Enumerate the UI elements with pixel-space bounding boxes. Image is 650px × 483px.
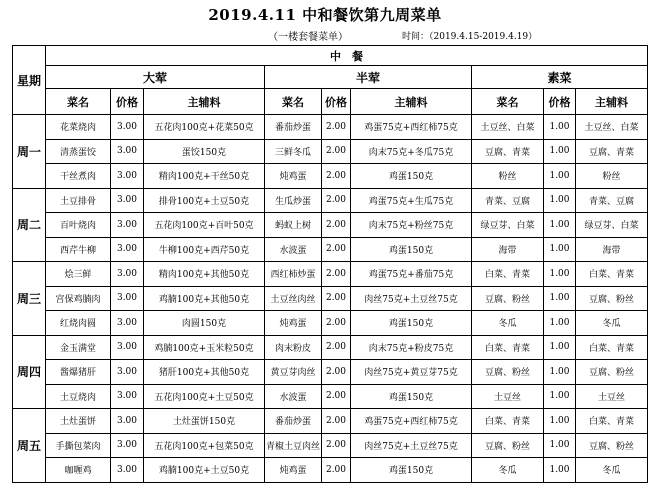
dish-price: 3.00 — [111, 458, 144, 483]
dish-name: 炖鸡蛋 — [265, 311, 322, 336]
dish-ingredients: 鸡腩100克+土豆50克 — [144, 458, 265, 483]
dish-ingredients: 精肉100克+其他50克 — [144, 262, 265, 287]
weekday-label: 周四 — [13, 335, 46, 409]
dish-price: 2.00 — [322, 188, 351, 213]
table-row — [13, 384, 648, 409]
dish-price: 2.00 — [322, 286, 351, 311]
dish-ingredients: 肉末75克+粉丝75克 — [351, 213, 472, 238]
dish-price: 3.00 — [111, 433, 144, 458]
dish-price: 2.00 — [322, 384, 351, 409]
dish-ingredients: 土豆丝、白菜 — [576, 115, 648, 140]
dish-name: 干丝煮肉 — [46, 164, 111, 189]
dish-ingredients: 豆腐、粉丝 — [576, 433, 648, 458]
dish-price: 1.00 — [544, 188, 576, 213]
table-row — [13, 311, 648, 336]
dish-ingredients: 五花肉100克+包菜50克 — [144, 433, 265, 458]
table-row — [13, 139, 648, 164]
dish-name: 青椒土豆肉丝 — [265, 433, 322, 458]
dish-name: 冬瓜 — [472, 311, 544, 336]
dish-name: 炖鸡蛋 — [265, 458, 322, 483]
dish-ingredients: 五花肉100克+土豆50克 — [144, 384, 265, 409]
dish-price: 2.00 — [322, 213, 351, 238]
dish-price: 3.00 — [111, 237, 144, 262]
dish-price: 1.00 — [544, 335, 576, 360]
dish-ingredients: 冬瓜 — [576, 311, 648, 336]
dish-name: 炖鸡蛋 — [265, 164, 322, 189]
dish-price: 3.00 — [111, 384, 144, 409]
dish-ingredients: 肉丝75克+黄豆芽75克 — [351, 360, 472, 385]
dish-ingredients: 五花肉100克+百叶50克 — [144, 213, 265, 238]
table-row — [13, 335, 648, 360]
dish-price: 3.00 — [111, 360, 144, 385]
dish-ingredients: 精肉100克+干丝50克 — [144, 164, 265, 189]
dish-name: 豆腐、粉丝 — [472, 433, 544, 458]
dish-price: 2.00 — [322, 409, 351, 434]
dish-price: 1.00 — [544, 384, 576, 409]
dish-name: 土灶蛋饼 — [46, 409, 111, 434]
dish-ingredients: 肉末75克+粉皮75克 — [351, 335, 472, 360]
dish-ingredients: 鸡蛋150克 — [351, 384, 472, 409]
table-row — [13, 213, 648, 238]
dish-price: 1.00 — [544, 409, 576, 434]
ingredients-header: 主辅料 — [576, 89, 648, 115]
dish-ingredients: 牛柳100克+西芹50克 — [144, 237, 265, 262]
dish-ingredients: 肉丝75克+土豆丝75克 — [351, 286, 472, 311]
dish-name: 三鲜冬瓜 — [265, 139, 322, 164]
dish-price: 3.00 — [111, 286, 144, 311]
dish-ingredients: 鸡蛋75克+西红柿75克 — [351, 409, 472, 434]
dish-name: 咖喱鸡 — [46, 458, 111, 483]
dish-ingredients: 鸡蛋75克+生瓜75克 — [351, 188, 472, 213]
dish-price: 3.00 — [111, 213, 144, 238]
dish-price: 2.00 — [322, 164, 351, 189]
price-header: 价格 — [544, 89, 576, 115]
dish-name: 土豆丝肉丝 — [265, 286, 322, 311]
table-row — [13, 286, 648, 311]
dish-name: 番茄炒蛋 — [265, 115, 322, 140]
dish-name: 花菜烧肉 — [46, 115, 111, 140]
group-header-vegetable: 素菜 — [472, 66, 648, 89]
table-row — [13, 458, 648, 483]
dish-price: 2.00 — [322, 458, 351, 483]
table-row — [13, 164, 648, 189]
table-row — [13, 360, 648, 385]
dish-ingredients: 鸡蛋150克 — [351, 311, 472, 336]
dish-name: 豆腐、粉丝 — [472, 360, 544, 385]
dish-price: 1.00 — [544, 213, 576, 238]
ingredients-header: 主辅料 — [144, 89, 265, 115]
dish-name: 酱爆猪肝 — [46, 360, 111, 385]
dish-name: 海带 — [472, 237, 544, 262]
dish-ingredients: 鸡蛋75克+西红柿75克 — [351, 115, 472, 140]
dish-name: 粉丝 — [472, 164, 544, 189]
dish-ingredients: 白菜、青菜 — [576, 409, 648, 434]
dish-price: 3.00 — [111, 409, 144, 434]
dish-name: 红烧肉圆 — [46, 311, 111, 336]
dish-name: 番茄炒蛋 — [265, 409, 322, 434]
dish-name: 白菜、青菜 — [472, 335, 544, 360]
dish-name: 水波蛋 — [265, 384, 322, 409]
dish-price: 3.00 — [111, 139, 144, 164]
menu-subtitle: （一楼套餐菜单） — [268, 32, 348, 43]
dish-name: 冬瓜 — [472, 458, 544, 483]
dish-price: 2.00 — [322, 311, 351, 336]
dish-price: 3.00 — [111, 335, 144, 360]
dish-price: 3.00 — [111, 164, 144, 189]
dish-ingredients: 排骨100克+土豆50克 — [144, 188, 265, 213]
dish-price: 1.00 — [544, 433, 576, 458]
dish-price: 2.00 — [322, 237, 351, 262]
table-row — [13, 262, 648, 287]
dish-price: 1.00 — [544, 360, 576, 385]
dish-name: 土豆丝、白菜 — [472, 115, 544, 140]
dish-ingredients: 鸡蛋150克 — [351, 237, 472, 262]
dish-price: 1.00 — [544, 262, 576, 287]
table-row — [13, 433, 648, 458]
dish-ingredients: 肉圆150克 — [144, 311, 265, 336]
meal-header: 中 餐 — [46, 46, 648, 66]
table-row — [13, 237, 648, 262]
dish-ingredients: 粉丝 — [576, 164, 648, 189]
dish-price: 1.00 — [544, 139, 576, 164]
dish-price: 2.00 — [322, 139, 351, 164]
dish-ingredients: 鸡蛋150克 — [351, 164, 472, 189]
dish-ingredients: 绿豆芽、白菜 — [576, 213, 648, 238]
dish-price: 3.00 — [111, 262, 144, 287]
dish-price: 1.00 — [544, 286, 576, 311]
dish-name: 手撕包菜肉 — [46, 433, 111, 458]
dish-name: 土豆丝 — [472, 384, 544, 409]
weekday-label: 周五 — [13, 409, 46, 483]
dish-ingredients: 白菜、青菜 — [576, 262, 648, 287]
dish-ingredients: 白菜、青菜 — [576, 335, 648, 360]
date-range: 时间：（2019.4.15-2019.4.19） — [402, 32, 538, 42]
dish-ingredients: 冬瓜 — [576, 458, 648, 483]
dish-name: 金玉满堂 — [46, 335, 111, 360]
dish-name: 豆腐、粉丝 — [472, 286, 544, 311]
weekday-label: 周二 — [13, 188, 46, 262]
group-header-main-meat: 大荤 — [46, 66, 265, 89]
dish-ingredients: 蛋饺150克 — [144, 139, 265, 164]
dish-price: 2.00 — [322, 433, 351, 458]
dish-name: 烩三鲜 — [46, 262, 111, 287]
dish-price: 1.00 — [544, 115, 576, 140]
dish-name: 土豆排骨 — [46, 188, 111, 213]
dish-name: 绿豆芽、白菜 — [472, 213, 544, 238]
dish-name: 肉末粉皮 — [265, 335, 322, 360]
dish-header: 菜名 — [265, 89, 322, 115]
dish-name: 清蒸蛋饺 — [46, 139, 111, 164]
dish-name: 生瓜炒蛋 — [265, 188, 322, 213]
dish-name: 白菜、青菜 — [472, 409, 544, 434]
dish-ingredients: 土豆丝 — [576, 384, 648, 409]
dish-ingredients: 豆腐、粉丝 — [576, 360, 648, 385]
price-header: 价格 — [322, 89, 351, 115]
dish-ingredients: 五花肉100克+花菜50克 — [144, 115, 265, 140]
dish-ingredients: 海带 — [576, 237, 648, 262]
dish-ingredients: 鸡腩100克+其他50克 — [144, 286, 265, 311]
dish-ingredients: 猪肝100克+其他50克 — [144, 360, 265, 385]
dish-price: 3.00 — [111, 311, 144, 336]
dish-name: 豆腐、青菜 — [472, 139, 544, 164]
weekday-label: 周三 — [13, 262, 46, 336]
dish-ingredients: 豆腐、青菜 — [576, 139, 648, 164]
dish-ingredients: 青菜、豆腐 — [576, 188, 648, 213]
page-title: 2019.4.11 中和餐饮第九周菜单 — [208, 6, 442, 24]
dish-name: 宫保鸡腩肉 — [46, 286, 111, 311]
dish-ingredients: 鸡腩100克+玉米粒50克 — [144, 335, 265, 360]
table-row — [13, 188, 648, 213]
dish-ingredients: 肉末75克+冬瓜75克 — [351, 139, 472, 164]
dish-name: 西红柿炒蛋 — [265, 262, 322, 287]
group-header-half-meat: 半荤 — [265, 66, 472, 89]
dish-name: 西芹牛柳 — [46, 237, 111, 262]
dish-name: 土豆烧肉 — [46, 384, 111, 409]
dish-price: 3.00 — [111, 188, 144, 213]
dish-header: 菜名 — [472, 89, 544, 115]
weekday-header: 星期 — [13, 46, 46, 115]
dish-price: 2.00 — [322, 360, 351, 385]
dish-name: 黄豆芽肉丝 — [265, 360, 322, 385]
weekday-label: 周一 — [13, 115, 46, 189]
dish-name: 白菜、青菜 — [472, 262, 544, 287]
dish-price: 1.00 — [544, 311, 576, 336]
dish-ingredients: 土灶蛋饼150克 — [144, 409, 265, 434]
dish-price: 3.00 — [111, 115, 144, 140]
dish-ingredients: 肉丝75克+土豆丝75克 — [351, 433, 472, 458]
dish-name: 水波蛋 — [265, 237, 322, 262]
table-row — [13, 115, 648, 140]
dish-ingredients: 鸡蛋75克+番茄75克 — [351, 262, 472, 287]
dish-price: 2.00 — [322, 335, 351, 360]
menu-table — [12, 45, 648, 483]
dish-price: 2.00 — [322, 262, 351, 287]
dish-price: 2.00 — [322, 115, 351, 140]
dish-price: 1.00 — [544, 164, 576, 189]
price-header: 价格 — [111, 89, 144, 115]
dish-name: 百叶烧肉 — [46, 213, 111, 238]
dish-name: 蚂蚁上树 — [265, 213, 322, 238]
dish-name: 青菜、豆腐 — [472, 188, 544, 213]
dish-price: 1.00 — [544, 237, 576, 262]
table-row — [13, 409, 648, 434]
dish-header: 菜名 — [46, 89, 111, 115]
ingredients-header: 主辅料 — [351, 89, 472, 115]
dish-price: 1.00 — [544, 458, 576, 483]
dish-ingredients: 豆腐、粉丝 — [576, 286, 648, 311]
dish-ingredients: 鸡蛋150克 — [351, 458, 472, 483]
